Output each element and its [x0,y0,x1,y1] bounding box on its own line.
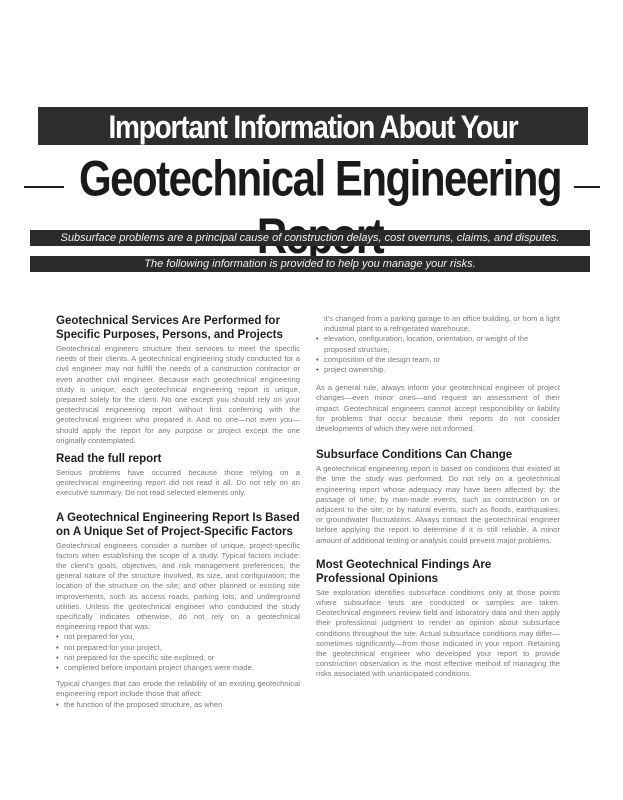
title-rule-right [574,186,600,188]
page-title: Geotechnical Engineering [78,150,562,207]
section-body: As a general rule, always inform your geotechnical engineer of project changes—even minor ones—and request an assessment of their impact. Geotechnical engineers cannot accept responsibility or liability for problems that occur because their reports do not consider developments of which they were not informed. [316,383,560,434]
section-body: A geotechnical engineering report is based on conditions that existed at the time the study was performed. Do not rely on a geotechnical engineering report whose adequacy may have been affected by: the passage of time; by man-made events, such as construction on or adjacent to the site; or by natural events, such as floods, earthquakes, or groundwater fluctuations. Always contact the geotechnical engineer before applying the report to determine if it is still reliable. A minor amount of additional testing or analysis could prevent major problems. [316,464,560,545]
section-heading: Most Geotechnical Findings Are Professional Opinions [316,558,492,585]
section-body: Geotechnical engineers structure their services to meet the specific needs of their clients. A geotechnical engineering study conducted for a civil engineer may not fulfill the needs of a construction contractor or even another civil engineer. Because each geotechnical engineering study is unique, each geotechnical engineering report is unique, prepared solely for the client. No one except you should rely on your geotechnical engineering report without first conferring with the geotechnical engineer who prepared it. And no one—not even you—should apply the report for any purpose or project except the one originally contemplated. [56,344,300,445]
bullet-list [316,334,560,375]
list-item: • composition of the design team, or [324,355,560,365]
right-column [316,314,560,680]
left-column [56,314,300,710]
section-heading: Subsurface Conditions Can Change [316,449,513,462]
list-item: • completed before important project changes were made. [64,663,300,673]
banner-top-title: Important Information About Your [108,109,518,145]
subtitle-strip-1: Subsurface problems are a principal cause of construction delays, cost overruns, claims, and disputes. [30,230,590,246]
section-body: Serious problems have occurred because those relying on a geotechnical engineering report did not read it all. Do not rely on an executive summary. Do not read selected elements only. [56,468,300,498]
section-body: Site exploration identifies subsurface conditions only at those points where subsurface tests are conducted or samples are taken. Geotechnical engineers review field and laboratory data and then apply their professional judgment to render an opinion about subsurface conditions throughout the site. Actual subsurface conditions may differ—sometimes significantly—from those indicated in your report. Retaining the geotechnical engineer who developed your report to provide construction observation is the most effective method of managing the risks associated with unanticipated conditions. [316,587,560,679]
section-heading: A Geotechnical Engineering Report Is Based on A Unique Set of Project-Specific Factors [56,511,300,538]
list-item: • the function of the proposed structure, as when [64,700,300,710]
title-row [24,150,600,220]
section-heading: Read the full report [56,453,162,466]
list-item: • project ownership. [324,365,560,375]
section-body: it's changed from a parking garage to an office building, or from a light industrial plant to a refrigerated warehouse, [324,314,560,334]
section-body: Typical changes that can erode the reliability of an existing geotechnical engineering report include those that affect: [56,679,300,699]
title-rule-left [24,186,64,188]
bullet-list [56,632,300,673]
section-body: Geotechnical engineers consider a number of unique, project-specific factors when establishing the scope of a study. Typical factors include: the client's goals, objectives, and risk management preferences; the general nature of the structure involved, its size, and configuration; the location of the structure on the site; and other planned or existing site improvements, such as access roads, parking lots, and underground utilities. Unless the geotechnical engineer who conducted the study specifically indicates otherwise, do not rely on a geotechnical engineering report that was: [56,540,300,632]
banner-top [38,107,588,145]
list-item: • not prepared for your project, [64,643,300,653]
bullet-list [56,700,300,710]
list-item: • not prepared for you, [64,632,300,642]
section-heading: Geotechnical Services Are Performed for Specific Purposes, Persons, and Projects [56,315,283,341]
list-item: • not prepared for the specific site explored, or [64,653,300,663]
subtitle-strip-2: The following information is provided to help you manage your risks. [30,256,590,272]
list-item: • elevation, configuration, location, orientation, or weight of the proposed structure, [324,334,560,354]
